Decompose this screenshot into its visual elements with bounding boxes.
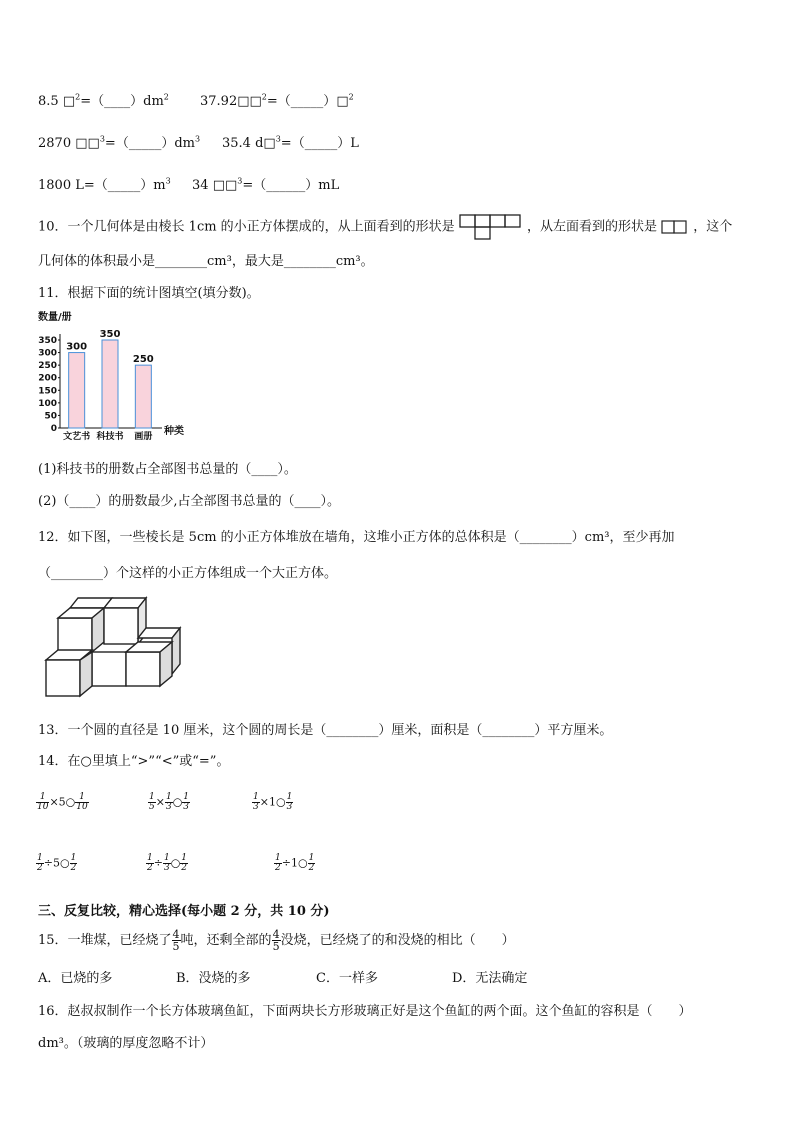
- bar: [135, 365, 151, 428]
- denominator: 3: [286, 802, 293, 812]
- q10-line1: [38, 214, 732, 240]
- operator: ○: [172, 795, 183, 809]
- unit-value: 2870: [38, 136, 72, 151]
- top-view-shape-icon: [459, 214, 523, 240]
- data-label: 250: [132, 354, 154, 366]
- unit-row-3: [38, 174, 171, 193]
- compare-expr-4: [36, 854, 77, 873]
- unit-row-3b: [192, 174, 339, 193]
- unit-row-1: [38, 90, 169, 109]
- superscript: 3: [165, 176, 171, 186]
- numerator: 1: [253, 792, 259, 802]
- unit-row-1b: [200, 90, 354, 109]
- q11-sub1: (1)科技书的册数占全部图书总量的（____）。: [38, 462, 297, 477]
- denominator: 3: [165, 802, 172, 812]
- numerator: 1: [147, 853, 153, 863]
- unit-value: 8.5: [38, 94, 59, 109]
- q15-text: 15．一堆煤，已经烧了: [38, 933, 172, 948]
- blank: （_____）: [277, 94, 337, 109]
- numerator: 1: [183, 792, 190, 802]
- fraction: [163, 854, 171, 873]
- q10-line2: 几何体的体积最小是________cm³，最大是________cm³。: [38, 254, 374, 269]
- missing-glyph: □: [336, 94, 349, 109]
- operator: ×5○: [49, 795, 76, 809]
- denominator: 5: [172, 940, 180, 953]
- bar: [102, 340, 118, 428]
- numerator: 1: [75, 793, 88, 803]
- superscript: 2: [348, 92, 354, 102]
- option-c[interactable]: C．一样多: [316, 971, 378, 986]
- section-heading: 三、反复比较，精心选择(每小题 2 分，共 10 分): [38, 904, 330, 919]
- bar-chart: [36, 308, 206, 443]
- equals: =: [104, 136, 116, 151]
- numerator: 4: [172, 928, 180, 941]
- equals: =: [242, 178, 254, 193]
- superscript: 3: [99, 134, 105, 144]
- data-label: 350: [99, 329, 121, 340]
- unit-value: 37.92: [200, 94, 238, 109]
- numerator: 1: [308, 853, 315, 863]
- denominator: 2: [70, 863, 77, 873]
- denominator: 5: [149, 802, 155, 812]
- equals: =: [280, 136, 292, 151]
- y-tick-label: 150: [38, 386, 57, 397]
- denominator: 10: [37, 802, 49, 812]
- left-view-shape-icon: [661, 219, 689, 235]
- category-label: 文艺书: [63, 432, 91, 442]
- denominator: 10: [76, 802, 88, 812]
- q11-title: 11．根据下面的统计图填空(填分数)。: [38, 286, 260, 301]
- blank: （_____）dm: [115, 136, 195, 151]
- q13-text: 13．一个圆的直径是 10 厘米，这个圆的周长是（________）厘米，面积是（________）平方厘米。: [38, 723, 613, 738]
- q15-text: 吨，还剩全部的: [180, 933, 272, 948]
- compare-expr-3: [252, 793, 293, 812]
- numerator: 1: [286, 792, 293, 802]
- q10-text: 10．一个几何体是由棱长 1cm 的小正方体摆成的，从上面看到的形状是: [38, 219, 455, 235]
- fraction: [172, 929, 181, 952]
- y-tick-label: 0: [50, 424, 57, 434]
- equals: =: [80, 94, 92, 109]
- superscript: 2: [75, 92, 81, 102]
- numerator: 1: [163, 853, 170, 863]
- fraction: [182, 793, 190, 812]
- compare-expr-5: [146, 854, 188, 873]
- missing-glyph: □□: [212, 178, 238, 193]
- operator: ÷: [153, 856, 163, 870]
- y-axis-label: 数量/册: [38, 312, 72, 323]
- q12-line2: （________）个这样的小正方体组成一个大正方体。: [38, 566, 338, 581]
- numerator: 4: [272, 928, 280, 941]
- numerator: 1: [70, 853, 77, 863]
- denominator: 2: [147, 863, 153, 873]
- superscript: 3: [275, 134, 281, 144]
- numerator: 1: [181, 853, 188, 863]
- fraction: [165, 793, 173, 812]
- denominator: 2: [308, 863, 315, 873]
- unit-value: 1800 L=（_____）m: [38, 178, 166, 193]
- q12-line1: 12．如下图，一些棱长是 5cm 的小正方体堆放在墙角，这堆小正方体的总体积是（________）cm³，至少再加: [38, 530, 675, 545]
- operator: ÷1○: [281, 856, 308, 870]
- q10-text: ，这个: [693, 219, 733, 235]
- fraction: [36, 793, 49, 812]
- option-d[interactable]: D．无法确定: [452, 971, 528, 986]
- fraction: [274, 854, 282, 873]
- denominator: 2: [181, 863, 188, 873]
- equals: =: [266, 94, 278, 109]
- superscript: 2: [163, 92, 169, 102]
- denominator: 3: [183, 802, 190, 812]
- y-tick-label: 250: [38, 361, 57, 372]
- fraction: [70, 854, 78, 873]
- compare-expr-6: [274, 854, 315, 873]
- operator: ×: [155, 795, 165, 809]
- superscript: 3: [194, 134, 201, 144]
- unit-value: 34: [192, 178, 209, 193]
- missing-glyph: □: [263, 136, 276, 151]
- q16-line1: 16．赵叔叔制作一个长方体玻璃鱼缸，下面两块长方形玻璃正好是这个鱼缸的两个面。这个鱼缸的容积是（ ）: [38, 1004, 692, 1019]
- fraction: [286, 793, 294, 812]
- operator: ○: [170, 856, 181, 870]
- bar: [69, 353, 85, 428]
- fraction: [272, 929, 281, 952]
- category-label: 画册: [134, 432, 153, 442]
- denominator: 3: [163, 863, 170, 873]
- numerator: 1: [149, 792, 155, 802]
- q14-title: 14．在○里填上“>”“<”或“=”。: [38, 754, 230, 769]
- option-a[interactable]: A．已烧的多: [38, 971, 113, 986]
- unit-row-2b: [222, 132, 359, 151]
- q15-question: [38, 929, 515, 952]
- fraction: [146, 854, 154, 873]
- blank: （______）mL: [253, 178, 340, 193]
- fraction: [75, 793, 88, 812]
- stacked-cubes-figure: [44, 594, 194, 704]
- numerator: 1: [36, 793, 49, 803]
- superscript: 3: [237, 176, 243, 186]
- fraction: [252, 793, 260, 812]
- missing-glyph: □□: [75, 136, 100, 151]
- superscript: 2: [261, 92, 267, 102]
- q16-line2: dm³。（玻璃的厚度忽略不计）: [38, 1036, 214, 1051]
- q10-text: ，从左面看到的形状是: [526, 219, 657, 235]
- fraction: [308, 854, 316, 873]
- y-tick-label: 200: [38, 373, 57, 384]
- q15-text: 没烧，已经烧了的和没烧的相比（ ）: [280, 933, 515, 948]
- category-label: 科技书: [96, 432, 124, 442]
- blank: （_____）L: [291, 136, 359, 151]
- operator: ×1○: [259, 795, 286, 809]
- data-label: 300: [66, 341, 88, 353]
- unit-value: 35.4 d: [222, 136, 264, 151]
- denominator: 3: [253, 802, 259, 812]
- y-tick-label: 300: [38, 348, 57, 359]
- numerator: 1: [165, 792, 172, 802]
- option-b[interactable]: B．没烧的多: [176, 971, 251, 986]
- missing-glyph: □: [62, 94, 76, 109]
- y-tick-label: 100: [38, 398, 57, 409]
- compare-expr-2: [148, 793, 190, 812]
- x-axis-label: 种类: [164, 426, 184, 437]
- q11-sub2: (2)（____）的册数最少,占全部图书总量的（____）。: [38, 494, 341, 509]
- numerator: 1: [37, 853, 43, 863]
- fraction: [180, 854, 188, 873]
- unit-row-2: [38, 132, 200, 151]
- missing-glyph: □□: [237, 94, 262, 109]
- denominator: 2: [37, 863, 43, 873]
- numerator: 1: [275, 853, 281, 863]
- compare-expr-1: [36, 793, 89, 812]
- y-tick-label: 50: [44, 411, 57, 422]
- fraction: [36, 854, 44, 873]
- operator: ÷5○: [43, 856, 70, 870]
- denominator: 2: [275, 863, 281, 873]
- fraction: [148, 793, 156, 812]
- denominator: 5: [272, 940, 280, 953]
- blank: （____）dm: [91, 94, 164, 109]
- y-tick-label: 350: [38, 336, 57, 346]
